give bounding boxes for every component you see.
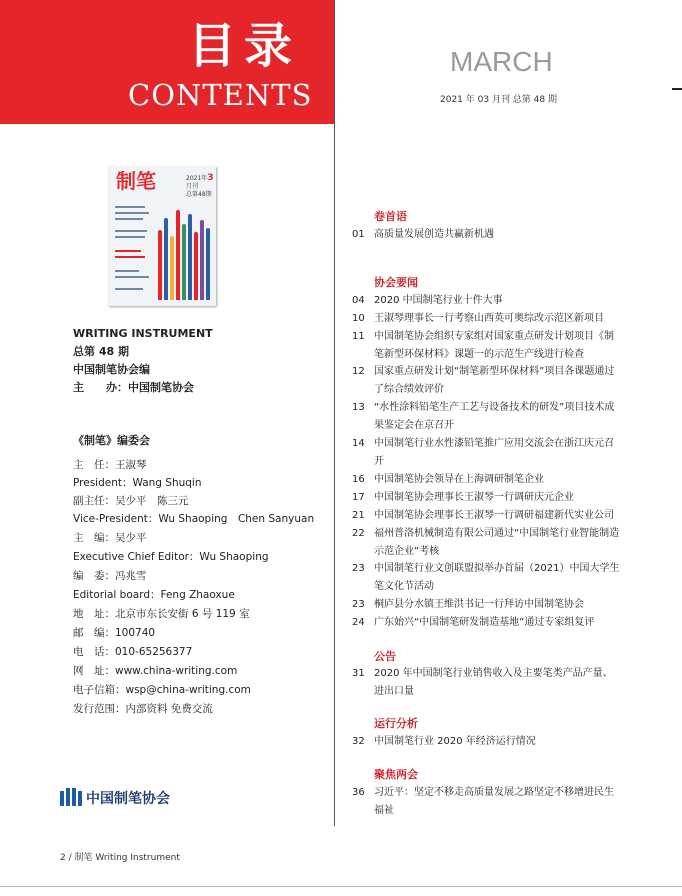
association-logo-text: 中国制笔协会 [86, 791, 170, 807]
phone-row: 电 话：010-65256377 [73, 646, 193, 658]
toc-page-number: 23 [352, 563, 365, 574]
toc-item-title: 中国制笔行业文创联盟拟举办首届（2021）中国大学生笔文化节活动 [374, 563, 620, 592]
toc-item[interactable] [352, 507, 620, 525]
info-row: 主 任：王淑琴 [73, 459, 147, 471]
distribution-row: 发行范围：内部资料 免费交流 [73, 703, 213, 715]
committee-title: 《制笔》编委会 [73, 434, 150, 447]
sponsor-line: 主 办：中国制笔协会 [73, 381, 194, 394]
cover-pen [158, 230, 162, 300]
info-row: 主 编：吴少平 [73, 532, 147, 544]
postcode-row: 邮 编：100740 [73, 627, 156, 639]
toc-page-number: 11 [352, 331, 365, 342]
toc-item[interactable] [352, 363, 620, 399]
cover-text-line [115, 218, 143, 220]
toc-page-number: 01 [352, 229, 365, 240]
cover-text-line [115, 212, 149, 214]
toc-item[interactable] [352, 310, 620, 328]
toc-item-title: 中国制笔协会组织专家组对国家重点研发计划项目《制笔新型环保材料》课题一的示范生产线进行检查 [374, 331, 614, 360]
toc-section-heading: 公告 [374, 650, 396, 663]
info-row: President：Wang Shuqin [73, 477, 202, 489]
cover-issue [186, 174, 216, 199]
toc-page-number: 36 [352, 787, 365, 798]
cover-pen [164, 218, 168, 300]
toc-item[interactable] [352, 733, 620, 751]
toc-item-title: 习近平：坚定不移走高质量发展之路坚定不移增进民生福祉 [374, 787, 614, 816]
info-row: 编 委：冯兆雪 [73, 570, 147, 582]
toc-page-number: 16 [352, 474, 365, 485]
toc-item-title: 中国制笔协会理事长王淑琴一行调研庆元企业 [374, 492, 574, 503]
page-footer: 2 / 制笔 Writing Instrument [60, 853, 180, 863]
cover-issue-year: 2021年 [186, 175, 208, 182]
cover-text-line [115, 236, 145, 238]
cover-text-line [115, 250, 141, 252]
toc-page-number: 13 [352, 402, 365, 413]
toc-item[interactable] [352, 471, 620, 489]
toc-page-number: 14 [352, 438, 365, 449]
toc-item[interactable] [352, 665, 620, 701]
magazine-name-en: WRITING INSTRUMENT [73, 327, 213, 340]
info-row: Editorial board：Feng Zhaoxue [73, 589, 235, 601]
toc-item-title: 广东始兴“中国制笔研发制造基地”通过专家组复评 [374, 617, 595, 628]
cover-text-line [115, 270, 139, 272]
toc-item-title: 2020 年中国制笔行业销售收入及主要笔类产品产量、进出口量 [374, 668, 613, 697]
toc-page-number: 23 [352, 599, 365, 610]
cover-pen [194, 232, 198, 300]
toc-page-number: 32 [352, 736, 365, 747]
toc-section-heading: 卷首语 [374, 210, 407, 223]
cover-pen [188, 214, 192, 300]
bottom-rule [0, 886, 682, 887]
info-row: Vice-President：Wu Shaoping Chen Sanyuan [73, 513, 315, 525]
info-row: Executive Chief Editor：Wu Shaoping [73, 551, 269, 563]
toc-item-title: 高质量发展创造共赢新机遇 [374, 229, 494, 240]
toc-section-heading: 聚焦两会 [374, 768, 418, 781]
info-row: 副主任：吴少平 陈三元 [73, 495, 189, 507]
toc-item-title: 王淑琴理事长一行考察山西英可奥综改示范区新项目 [374, 313, 604, 324]
cover-issue-suffix: 月刊 [186, 183, 199, 190]
toc-page-number: 10 [352, 313, 365, 324]
edge-mark [672, 88, 682, 90]
cover-pen [170, 236, 174, 300]
toc-item[interactable] [352, 560, 620, 596]
toc-section-heading: 运行分析 [374, 717, 418, 730]
cover-text-line [115, 256, 145, 258]
toc-page-number: 17 [352, 492, 365, 503]
issue-line: 2021 年 03 月刊 总第 48 期 [440, 95, 557, 105]
toc-item[interactable] [352, 614, 620, 632]
cover-text-line [115, 230, 147, 232]
cover-text-line [115, 206, 145, 208]
toc-section-heading: 协会要闻 [374, 276, 418, 289]
issue-total: 总第 48 期 [73, 345, 129, 358]
toc-item[interactable] [352, 292, 620, 310]
toc-item-title: 中国制笔行业水性漆铅笔推广应用交流会在浙江庆元召开 [374, 438, 614, 467]
toc-item-title: 桐庐县分水镇王维洪书记一行拜访中国制笔协会 [374, 599, 584, 610]
cover-text-line [115, 288, 143, 290]
toc-page-number: 24 [352, 617, 365, 628]
toc-item[interactable] [352, 525, 620, 561]
toc-page-number: 22 [352, 528, 365, 539]
page-title: 目录 [188, 18, 301, 74]
cover-text-line [115, 276, 149, 278]
toc-item-title: 中国制笔协会领导在上海调研制笔企业 [374, 474, 544, 485]
toc-item-title: 福州普洛机械制造有限公司通过“中国制笔行业智能制造示范企业”考核 [374, 528, 620, 557]
toc-item-title: 中国制笔协会理事长王淑琴一行调研福建新代实业公司 [374, 510, 614, 521]
cover-thumbnail[interactable] [108, 166, 216, 306]
address-row: 地 址：北京市东长安街 6 号 119 室 [73, 608, 250, 620]
toc-item[interactable] [352, 489, 620, 507]
toc-page-number: 04 [352, 295, 365, 306]
editor-line: 中国制笔协会编 [73, 363, 150, 376]
toc-item[interactable] [352, 399, 620, 435]
page-title-english: CONTENTS [128, 78, 313, 112]
cover-issue-total: 总第48期 [186, 191, 212, 198]
toc-item-title: “水性涂料铅笔生产工艺与设备技术的研发”项目技术成果鉴定会在京召开 [374, 402, 615, 431]
toc-page-number: 31 [352, 668, 365, 679]
cover-pen [200, 220, 204, 300]
cover-pen [206, 228, 210, 300]
toc-item-title: 国家重点研发计划“制笔新型环保材料”项目各课题通过了综合绩效评价 [374, 366, 615, 395]
toc-item[interactable] [352, 328, 620, 364]
cover-title: 制笔 [116, 169, 156, 193]
toc-item-title: 中国制笔行业 2020 年经济运行情况 [374, 736, 536, 747]
issue-month: MARCH [450, 46, 553, 77]
cover-issue-num: 3 [207, 173, 214, 183]
website-row: 网 址：www.china-writing.com [73, 665, 238, 677]
column-divider [334, 0, 335, 826]
toc-item[interactable] [352, 596, 620, 614]
toc-page-number: 21 [352, 510, 365, 521]
toc-item[interactable] [352, 226, 620, 244]
association-logo-icon [60, 788, 82, 808]
cover-pen [182, 224, 186, 300]
toc-page-number: 12 [352, 366, 365, 377]
email-row: 电子信箱：wsp@china-writing.com [73, 684, 251, 696]
cover-pen [176, 210, 180, 300]
toc-item-title: 2020 中国制笔行业十件大事 [374, 295, 503, 306]
toc-item[interactable] [352, 435, 620, 471]
toc-item[interactable] [352, 784, 620, 820]
